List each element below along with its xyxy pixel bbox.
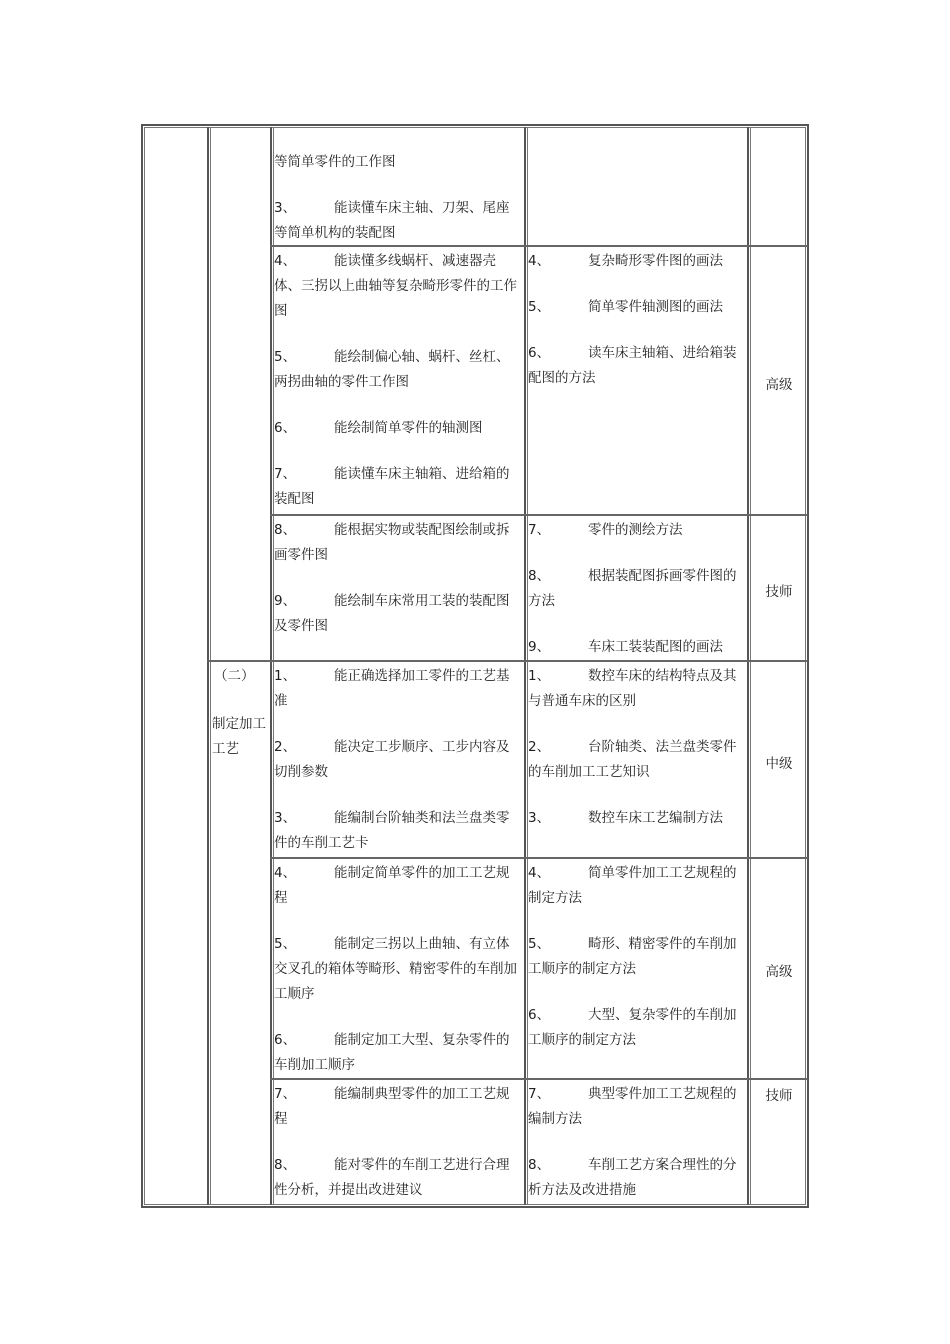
list-item: 4、 能制定简单零件的加工工艺规程 bbox=[274, 865, 510, 906]
row-divider-3 bbox=[207, 660, 808, 662]
list-item: 9、 车床工装装配图的画法 bbox=[528, 639, 723, 655]
list-item: 8、 能对零件的车削工艺进行合理性分析，并提出改进建议 bbox=[274, 1157, 510, 1198]
col-divider-1 bbox=[207, 127, 209, 1205]
list-item: 4、 能读懂多线蜗杆、减速器壳体、三拐以上曲轴等复杂畸形零件的工作图 bbox=[274, 253, 517, 319]
col-divider-1b bbox=[210, 127, 211, 1205]
level-label: 技师 bbox=[765, 1088, 793, 1104]
list-item: 3、 能读懂车床主轴、刀架、尾座等简单机构的装配图 bbox=[274, 200, 510, 241]
row5-skills bbox=[274, 1082, 522, 1203]
row1-skills bbox=[274, 249, 522, 512]
level-label: 高级 bbox=[765, 377, 793, 393]
list-item: 7、 典型零件加工工艺规程的编制方法 bbox=[528, 1086, 737, 1127]
row2-knowledge bbox=[528, 518, 746, 660]
col-divider-4 bbox=[747, 127, 749, 1205]
list-item: 8、 车削工艺方案合理性的分析方法及改进措施 bbox=[528, 1157, 737, 1198]
list-item: 5、 简单零件轴测图的画法 bbox=[528, 299, 723, 315]
row-divider-4 bbox=[270, 857, 808, 859]
list-item: 5、 能绘制偏心轴、蜗杆、丝杠、两拐曲轴的零件工作图 bbox=[274, 349, 510, 390]
list-item: 4、 简单零件加工工艺规程的制定方法 bbox=[528, 865, 737, 906]
list-item: 3、 数控车床工艺编制方法 bbox=[528, 810, 723, 826]
row0-skills bbox=[274, 150, 522, 246]
row3-knowledge bbox=[528, 664, 746, 831]
list-item: 8、 能根据实物或装配图绘制或拆画零件图 bbox=[274, 522, 510, 563]
row-divider-2 bbox=[270, 514, 808, 516]
row-divider-5 bbox=[270, 1078, 808, 1080]
level-label: 技师 bbox=[765, 584, 793, 600]
col-divider-2 bbox=[270, 127, 272, 1205]
list-item: 6、 大型、复杂零件的车削加工顺序的制定方法 bbox=[528, 1007, 737, 1048]
list-item: 5、 能制定三拐以上曲轴、有立体交叉孔的箱体等畸形、精密零件的车削加工顺序 bbox=[274, 936, 517, 1002]
list-item: 6、 能制定加工大型、复杂零件的车削加工顺序 bbox=[274, 1032, 510, 1073]
row3-skills bbox=[274, 664, 522, 856]
list-item: 1、 能正确选择加工零件的工艺基准 bbox=[274, 668, 510, 709]
list-item: 2、 能决定工步顺序、工步内容及切削参数 bbox=[274, 739, 510, 780]
list-item: 7、 能读懂车床主轴箱、进给箱的装配图 bbox=[274, 466, 510, 507]
row4-skills bbox=[274, 861, 522, 1078]
category-name: 制定加工工艺 bbox=[212, 716, 266, 757]
level-label: 中级 bbox=[765, 756, 793, 772]
list-item: 9、 能绘制车床常用工装的装配图及零件图 bbox=[274, 593, 510, 634]
list-item: 7、 能编制典型零件的加工工艺规程 bbox=[274, 1086, 510, 1127]
list-item: 2、 台阶轴类、法兰盘类零件的车削加工工艺知识 bbox=[528, 739, 737, 780]
list-item: 6、 能绘制简单零件的轴测图 bbox=[274, 420, 483, 436]
category-index: （二） bbox=[214, 668, 255, 684]
row4-knowledge bbox=[528, 861, 746, 1053]
row5-knowledge bbox=[528, 1082, 746, 1203]
list-item: 3、 能编制台阶轴类和法兰盘类零件的车削工艺卡 bbox=[274, 810, 510, 851]
list-item: 8、 根据装配图拆画零件图的方法 bbox=[528, 568, 737, 609]
level-label: 高级 bbox=[765, 964, 793, 980]
list-item: 5、 畸形、精密零件的车削加工顺序的制定方法 bbox=[528, 936, 737, 977]
row1-knowledge bbox=[528, 249, 746, 391]
list-item: 4、 复杂畸形零件图的画法 bbox=[528, 253, 723, 269]
row2-skills bbox=[274, 518, 522, 639]
list-item: 等简单零件的工作图 bbox=[274, 154, 396, 170]
list-item: 7、 零件的测绘方法 bbox=[528, 522, 683, 538]
col-divider-4b bbox=[750, 127, 751, 1205]
list-item: 1、 数控车床的结构特点及其与普通车床的区别 bbox=[528, 668, 737, 709]
list-item: 6、 读车床主轴箱、进给箱装配图的方法 bbox=[528, 345, 737, 386]
col-divider-3 bbox=[524, 127, 526, 1205]
